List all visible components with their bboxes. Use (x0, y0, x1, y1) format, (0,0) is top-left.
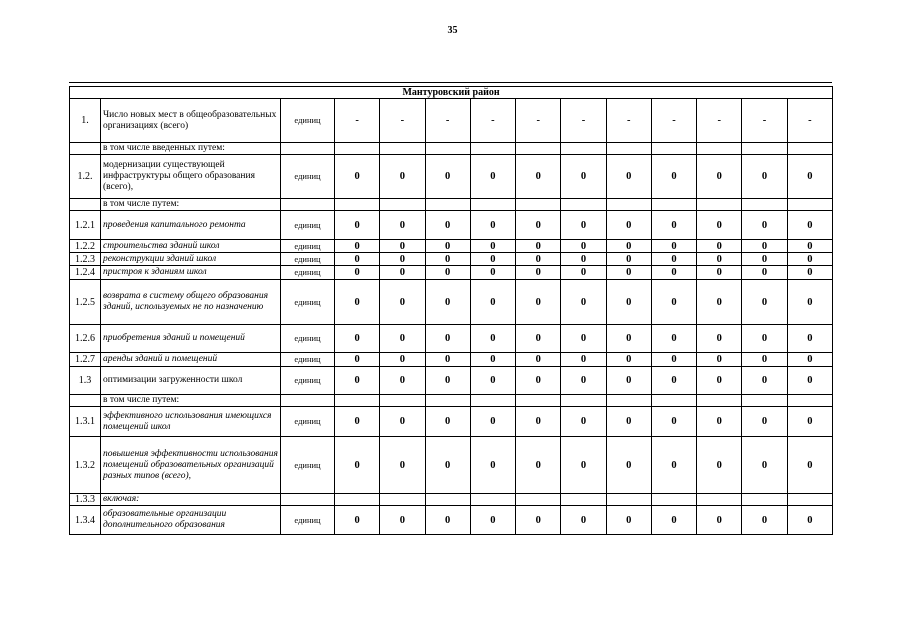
value-cell: 0 (516, 253, 561, 266)
value-cell: 0 (742, 407, 787, 437)
value-cell: 0 (425, 407, 470, 437)
value-cell: - (380, 99, 425, 143)
value-cell: 0 (651, 266, 696, 280)
value-cell (651, 199, 696, 211)
value-cell: 0 (742, 325, 787, 353)
row-description: образовательные организации дополнительного образования (101, 506, 281, 535)
value-cell (561, 494, 606, 506)
row-number: 1.2.2 (70, 240, 101, 253)
value-cell (606, 199, 651, 211)
value-cell (787, 199, 832, 211)
value-cell: 0 (335, 240, 380, 253)
value-cell: 0 (742, 253, 787, 266)
value-cell: 0 (335, 437, 380, 494)
value-cell (561, 395, 606, 407)
row-unit: единиц (281, 99, 335, 143)
value-cell: 0 (651, 280, 696, 325)
value-cell: 0 (335, 325, 380, 353)
row-number: 1.3.1 (70, 407, 101, 437)
table-row (70, 367, 833, 395)
value-cell: 0 (425, 266, 470, 280)
row-description: в том числе путем: (101, 395, 281, 407)
table-row (70, 253, 833, 266)
value-cell: 0 (787, 266, 832, 280)
value-cell: 0 (516, 211, 561, 240)
row-number: 1.2.1 (70, 211, 101, 240)
row-number (70, 395, 101, 407)
row-description: приобретения зданий и помещений (101, 325, 281, 353)
value-cell: 0 (742, 266, 787, 280)
value-cell (697, 494, 742, 506)
value-cell (516, 199, 561, 211)
row-description: строительства зданий школ (101, 240, 281, 253)
value-cell: 0 (380, 407, 425, 437)
table-row (70, 353, 833, 367)
value-cell: 0 (651, 240, 696, 253)
table-row (70, 155, 833, 199)
value-cell: 0 (787, 211, 832, 240)
table-row (70, 407, 833, 437)
value-cell (425, 395, 470, 407)
value-cell: 0 (470, 280, 515, 325)
value-cell (561, 143, 606, 155)
value-cell (787, 395, 832, 407)
value-cell (516, 494, 561, 506)
value-cell: 0 (697, 211, 742, 240)
value-cell: 0 (425, 253, 470, 266)
value-cell (606, 395, 651, 407)
value-cell (470, 395, 515, 407)
value-cell: - (606, 99, 651, 143)
row-unit (281, 395, 335, 407)
value-cell: 0 (380, 280, 425, 325)
table-row (70, 395, 833, 407)
value-cell: 0 (787, 506, 832, 535)
row-unit: единиц (281, 253, 335, 266)
value-cell: 0 (651, 325, 696, 353)
value-cell (742, 395, 787, 407)
value-cell: 0 (787, 353, 832, 367)
value-cell: 0 (651, 367, 696, 395)
value-cell: 0 (697, 240, 742, 253)
value-cell: 0 (697, 155, 742, 199)
row-description: оптимизации загруженности школ (101, 367, 281, 395)
table-row (70, 280, 833, 325)
value-cell: 0 (516, 266, 561, 280)
value-cell: 0 (606, 211, 651, 240)
row-unit: единиц (281, 437, 335, 494)
value-cell (470, 143, 515, 155)
value-cell (335, 494, 380, 506)
value-cell: 0 (425, 353, 470, 367)
value-cell: 0 (470, 266, 515, 280)
row-number: 1.2.3 (70, 253, 101, 266)
value-cell: 0 (561, 266, 606, 280)
value-cell: 0 (335, 407, 380, 437)
value-cell: 0 (742, 353, 787, 367)
row-unit: единиц (281, 211, 335, 240)
row-unit: единиц (281, 506, 335, 535)
table-row (70, 143, 833, 155)
value-cell: 0 (787, 155, 832, 199)
row-number (70, 143, 101, 155)
value-cell: 0 (787, 240, 832, 253)
value-cell: 0 (425, 240, 470, 253)
value-cell: 0 (606, 155, 651, 199)
district-header-row (70, 87, 833, 99)
value-cell: 0 (606, 437, 651, 494)
row-unit (281, 494, 335, 506)
row-number (70, 199, 101, 211)
row-unit: единиц (281, 155, 335, 199)
table-row (70, 494, 833, 506)
value-cell: 0 (470, 240, 515, 253)
value-cell: - (516, 99, 561, 143)
value-cell: 0 (335, 253, 380, 266)
row-number: 1.2.7 (70, 353, 101, 367)
value-cell: 0 (561, 407, 606, 437)
value-cell: 0 (425, 325, 470, 353)
value-cell: 0 (425, 155, 470, 199)
value-cell: - (425, 99, 470, 143)
district-title: Мантуровский район (70, 87, 833, 99)
value-cell: - (697, 99, 742, 143)
value-cell: 0 (380, 266, 425, 280)
value-cell: 0 (380, 211, 425, 240)
value-cell: - (335, 99, 380, 143)
value-cell: 0 (425, 367, 470, 395)
row-description: модернизации существующей инфраструктуры общего образования (всего), (101, 155, 281, 199)
value-cell: 0 (697, 266, 742, 280)
value-cell (380, 199, 425, 211)
value-cell: 0 (561, 506, 606, 535)
value-cell: 0 (606, 325, 651, 353)
row-number: 1.3 (70, 367, 101, 395)
row-description: в том числе путем: (101, 199, 281, 211)
value-cell (425, 143, 470, 155)
value-cell: 0 (742, 240, 787, 253)
row-unit: единиц (281, 353, 335, 367)
row-unit: единиц (281, 367, 335, 395)
value-cell: 0 (516, 280, 561, 325)
value-cell: 0 (425, 280, 470, 325)
value-cell: - (470, 99, 515, 143)
value-cell: 0 (697, 325, 742, 353)
row-description: проведения капитального ремонта (101, 211, 281, 240)
value-cell: 0 (651, 353, 696, 367)
value-cell: 0 (697, 437, 742, 494)
value-cell: 0 (470, 353, 515, 367)
value-cell: 0 (516, 353, 561, 367)
value-cell (697, 143, 742, 155)
value-cell: 0 (335, 506, 380, 535)
table-row (70, 506, 833, 535)
row-number: 1.3.3 (70, 494, 101, 506)
value-cell (742, 199, 787, 211)
value-cell: 0 (697, 367, 742, 395)
value-cell (697, 199, 742, 211)
table-row (70, 240, 833, 253)
value-cell: 0 (606, 280, 651, 325)
row-unit (281, 143, 335, 155)
table-row (70, 266, 833, 280)
value-cell: 0 (561, 155, 606, 199)
row-unit (281, 199, 335, 211)
value-cell (335, 143, 380, 155)
row-number: 1.3.2 (70, 437, 101, 494)
value-cell: 0 (697, 506, 742, 535)
value-cell (516, 143, 561, 155)
value-cell: 0 (606, 367, 651, 395)
value-cell: 0 (470, 437, 515, 494)
row-description: в том числе введенных путем: (101, 143, 281, 155)
value-cell: 0 (606, 353, 651, 367)
value-cell: 0 (470, 367, 515, 395)
value-cell: 0 (742, 155, 787, 199)
value-cell (787, 494, 832, 506)
value-cell: 0 (425, 211, 470, 240)
table-row (70, 199, 833, 211)
value-cell: 0 (742, 280, 787, 325)
value-cell: 0 (335, 280, 380, 325)
value-cell: 0 (787, 325, 832, 353)
value-cell: 0 (787, 280, 832, 325)
table-row (70, 437, 833, 494)
value-cell (470, 199, 515, 211)
places-table (69, 86, 833, 535)
value-cell: 0 (516, 407, 561, 437)
table-row (70, 211, 833, 240)
top-rule (69, 82, 832, 83)
page-number: 35 (447, 25, 458, 36)
row-unit: единиц (281, 266, 335, 280)
value-cell: 0 (335, 353, 380, 367)
value-cell (651, 143, 696, 155)
value-cell: 0 (516, 155, 561, 199)
row-description: аренды зданий и помещений (101, 353, 281, 367)
value-cell: 0 (516, 325, 561, 353)
row-unit: единиц (281, 280, 335, 325)
value-cell: 0 (425, 437, 470, 494)
value-cell: 0 (787, 253, 832, 266)
value-cell: 0 (787, 407, 832, 437)
value-cell (651, 494, 696, 506)
value-cell: 0 (516, 367, 561, 395)
value-cell: 0 (742, 367, 787, 395)
value-cell (470, 494, 515, 506)
value-cell: 0 (425, 506, 470, 535)
value-cell: 0 (380, 155, 425, 199)
value-cell: 0 (470, 155, 515, 199)
row-number: 1. (70, 99, 101, 143)
value-cell: 0 (380, 506, 425, 535)
value-cell: - (787, 99, 832, 143)
value-cell: 0 (606, 407, 651, 437)
value-cell (380, 395, 425, 407)
row-unit: единиц (281, 240, 335, 253)
row-number: 1.2.4 (70, 266, 101, 280)
value-cell: - (561, 99, 606, 143)
value-cell: 0 (380, 240, 425, 253)
value-cell: 0 (561, 253, 606, 266)
value-cell: 0 (335, 155, 380, 199)
value-cell (380, 143, 425, 155)
row-unit: единиц (281, 325, 335, 353)
value-cell: 0 (470, 211, 515, 240)
value-cell (516, 395, 561, 407)
table-row (70, 325, 833, 353)
value-cell: - (651, 99, 696, 143)
row-unit: единиц (281, 407, 335, 437)
value-cell: 0 (651, 211, 696, 240)
value-cell (335, 199, 380, 211)
value-cell (335, 395, 380, 407)
value-cell: 0 (697, 353, 742, 367)
value-cell (742, 143, 787, 155)
row-description: эффективного использования имеющихся помещений школ (101, 407, 281, 437)
value-cell (787, 143, 832, 155)
value-cell: 0 (561, 240, 606, 253)
row-description: реконструкции зданий школ (101, 253, 281, 266)
value-cell: 0 (742, 211, 787, 240)
row-number: 1.2.5 (70, 280, 101, 325)
value-cell: 0 (335, 266, 380, 280)
value-cell: 0 (651, 155, 696, 199)
table-row (70, 99, 833, 143)
value-cell: 0 (561, 211, 606, 240)
row-number: 1.3.4 (70, 506, 101, 535)
value-cell: 0 (516, 240, 561, 253)
value-cell: - (742, 99, 787, 143)
value-cell: 0 (651, 506, 696, 535)
row-description: пристроя к зданиям школ (101, 266, 281, 280)
value-cell: 0 (561, 280, 606, 325)
value-cell: 0 (335, 211, 380, 240)
row-description: возврата в систему общего образования зданий, используемых не по назначению (101, 280, 281, 325)
value-cell: 0 (651, 407, 696, 437)
value-cell: 0 (561, 367, 606, 395)
row-number: 1.2. (70, 155, 101, 199)
value-cell (425, 199, 470, 211)
row-description: включая: (101, 494, 281, 506)
value-cell: 0 (742, 437, 787, 494)
value-cell: 0 (787, 367, 832, 395)
value-cell (742, 494, 787, 506)
value-cell: 0 (697, 280, 742, 325)
row-description: Число новых мест в общеобразовательных организациях (всего) (101, 99, 281, 143)
value-cell: 0 (651, 437, 696, 494)
value-cell (380, 494, 425, 506)
value-cell: 0 (742, 506, 787, 535)
value-cell: 0 (516, 437, 561, 494)
value-cell: 0 (697, 253, 742, 266)
value-cell: 0 (606, 253, 651, 266)
row-description: повышения эффективности использования помещений образовательных организаций разных типов (всего), (101, 437, 281, 494)
value-cell: 0 (470, 506, 515, 535)
value-cell (561, 199, 606, 211)
value-cell: 0 (697, 407, 742, 437)
value-cell: 0 (606, 506, 651, 535)
value-cell: 0 (380, 325, 425, 353)
value-cell: 0 (651, 253, 696, 266)
value-cell: 0 (787, 437, 832, 494)
value-cell: 0 (561, 437, 606, 494)
value-cell: 0 (380, 437, 425, 494)
value-cell (697, 395, 742, 407)
value-cell: 0 (606, 240, 651, 253)
value-cell: 0 (606, 266, 651, 280)
value-cell (651, 395, 696, 407)
value-cell: 0 (470, 325, 515, 353)
value-cell: 0 (380, 253, 425, 266)
value-cell: 0 (561, 325, 606, 353)
value-cell: 0 (380, 367, 425, 395)
value-cell: 0 (516, 506, 561, 535)
row-number: 1.2.6 (70, 325, 101, 353)
value-cell: 0 (561, 353, 606, 367)
value-cell: 0 (335, 367, 380, 395)
value-cell: 0 (380, 353, 425, 367)
value-cell (606, 494, 651, 506)
value-cell (425, 494, 470, 506)
value-cell: 0 (470, 407, 515, 437)
value-cell (606, 143, 651, 155)
value-cell: 0 (470, 253, 515, 266)
